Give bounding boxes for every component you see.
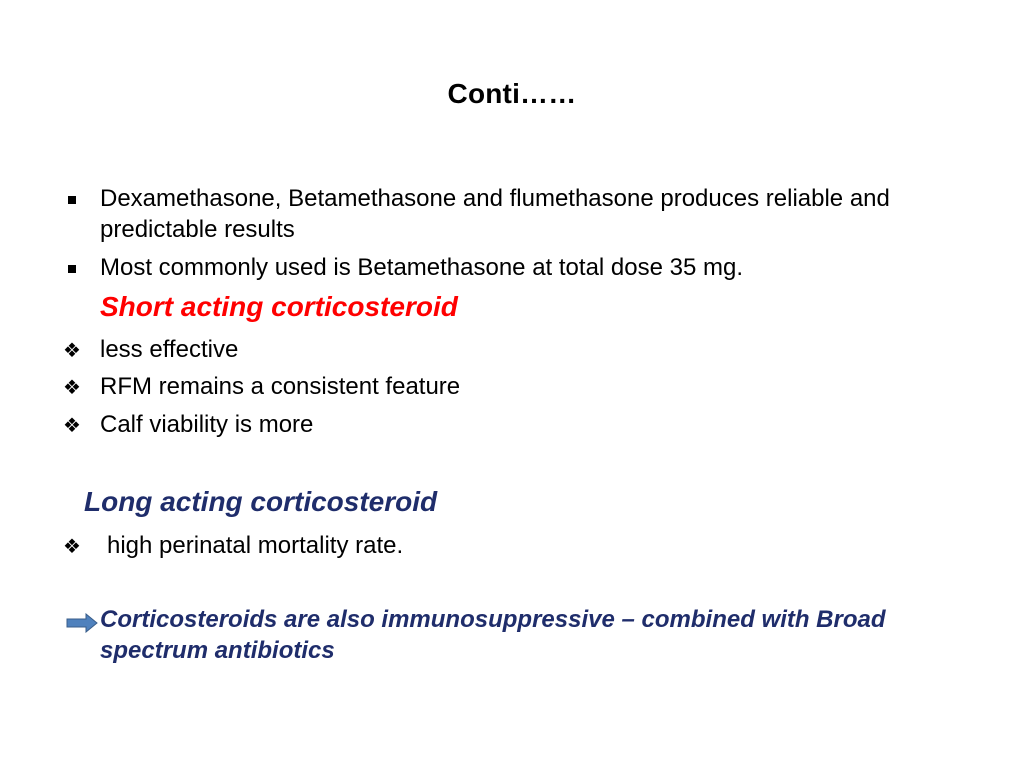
short-acting-item-2: RFM remains a consistent feature (100, 373, 461, 400)
square-bullet-icon (62, 260, 82, 278)
long-acting-item-1: high perinatal mortality rate. (107, 532, 404, 559)
four-diamond-bullet-icon: ❖ (63, 413, 81, 437)
long-acting-heading: Long acting corticosteroid (84, 486, 438, 517)
four-diamond-bullet-icon: ❖ (63, 375, 81, 399)
four-diamond-bullet-icon: ❖ (63, 338, 81, 362)
slide-title: Conti…… (447, 78, 577, 109)
short-acting-item-1: less effective (100, 336, 239, 363)
note-line-2: spectrum antibiotics (100, 637, 335, 664)
note-line-1: Corticosteroids are also immunosuppressive – combined with Broad (100, 606, 886, 633)
square-bullet-icon (62, 191, 82, 209)
four-diamond-bullet-icon: ❖ (63, 534, 81, 558)
short-acting-heading: Short acting corticosteroid (100, 291, 458, 322)
bullet-text-1-line-2: predictable results (100, 216, 295, 243)
bullet-text-2: Most commonly used is Betamethasone at total dose 35 mg. (100, 254, 743, 281)
short-acting-item-3: Calf viability is more (100, 411, 314, 438)
bullet-text-1-line-1: Dexamethasone, Betamethasone and flumethasone produces reliable and (100, 185, 890, 212)
right-arrow-icon (66, 613, 98, 633)
